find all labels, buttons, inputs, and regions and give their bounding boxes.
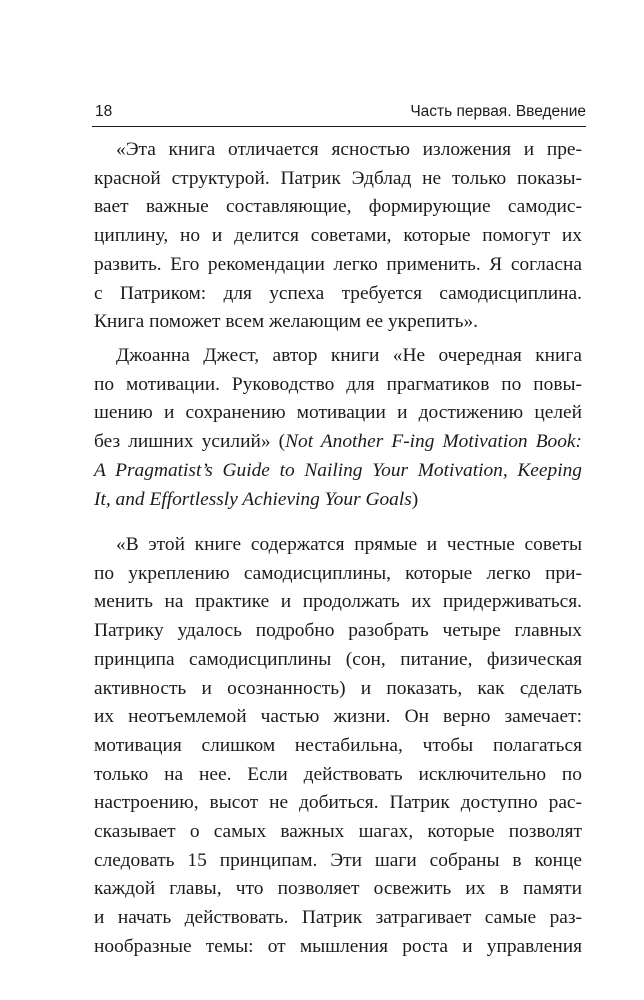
text-line: сказывает о самых важных шагах, которые позволят: [94, 821, 582, 843]
text-line: настроению, высот не добиться. Патрик доступно рас-: [94, 792, 582, 814]
text-line: с Патриком: для успеха требуется самодисциплина.: [94, 282, 582, 304]
text-line: «В этой книге содержатся прямые и честные советы: [116, 534, 582, 555]
text-line: следовать 15 принципам. Эти шаги собраны в конце: [94, 849, 582, 871]
text-line: Патрику удалось подробно разобрать четыре главных: [94, 620, 582, 642]
text-line: развить. Его рекомендации легко применить. Я согласна: [94, 253, 582, 275]
book-title-italic: A Pragmatist’s Guide to Nailing Your Motivation, Keeping: [94, 459, 582, 481]
text-line: мотивация слишком нестабильна, чтобы полагаться: [94, 734, 582, 756]
text-line: их неотъемлемой частью жизни. Он верно замечает:: [94, 706, 582, 728]
text-line: Книга поможет всем желающим ее укрепить».: [94, 311, 478, 333]
book-title-italic: It, and Effortlessly Achieving Your Goals: [94, 488, 412, 510]
text-line: и начать действовать. Патрик затрагивает самые раз-: [94, 907, 582, 929]
text-line: по мотивации. Руководство для прагматиков по повы-: [94, 373, 582, 395]
text-line: нообразные темы: от мышления роста и управления: [94, 935, 582, 957]
closing-paren: ): [411, 488, 419, 510]
text-line: «Эта книга отличается ясностью изложения и пре-: [116, 139, 582, 160]
text-line: менить на практике и продолжать их придерживаться.: [94, 591, 582, 613]
header-rule: [92, 126, 586, 127]
text-line: активность и осознанность) и показать, как сделать: [94, 677, 582, 699]
review-2-quote: [94, 531, 582, 962]
text-line: красной структурой. Патрик Эдблад не только показы-: [94, 167, 582, 189]
page-number: 18: [95, 103, 113, 120]
page-header: [92, 101, 586, 125]
text-line: только на нее. Если действовать исключительно по: [94, 763, 582, 785]
running-head: Часть первая. Введение: [410, 103, 586, 120]
text-line: вает важные составляющие, формирующие самодис-: [94, 196, 582, 218]
text-line: Джоанна Джест, автор книги «Не очередная книга: [116, 345, 582, 366]
text-line: по укреплению самодисциплины, которые легко при-: [94, 562, 582, 584]
text-line: принципа самодисциплины (сон, питание, физическая: [94, 648, 582, 670]
text-line: шению и сохранению мотивации и достижению целей: [94, 402, 582, 424]
review-1-attribution: [94, 342, 582, 514]
text-line: каждой главы, что позволяет освежить их в памяти: [94, 878, 582, 900]
review-1-quote: [94, 136, 582, 337]
text-line: без лишних усилий» (: [94, 431, 286, 453]
book-title-italic: Not Another F-ing Motivation Book:: [285, 431, 582, 453]
text-line: циплину, но и делится советами, которые помогут их: [94, 225, 582, 247]
